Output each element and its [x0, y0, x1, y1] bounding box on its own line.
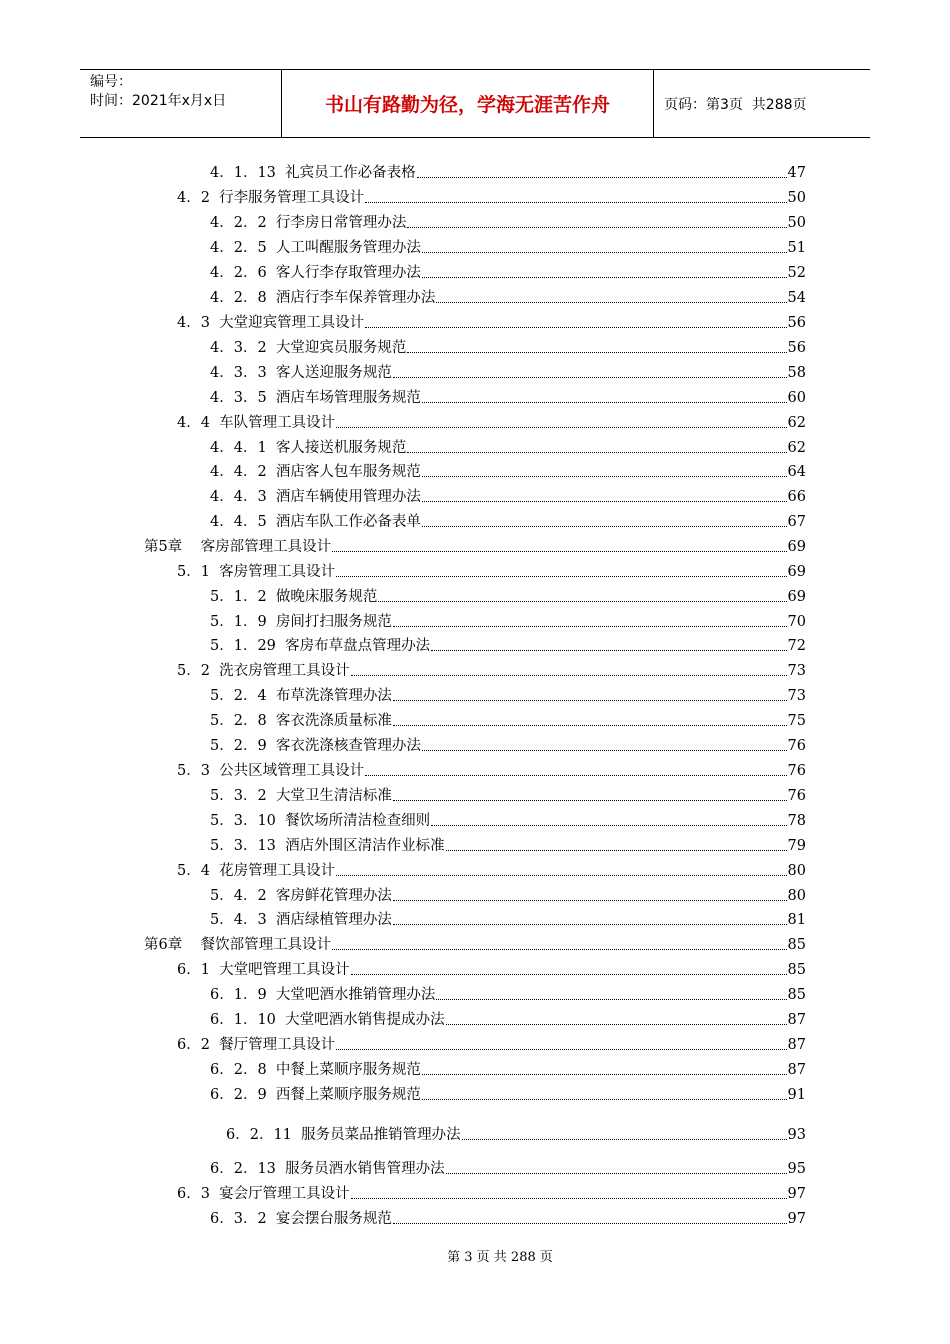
- toc-leader: [422, 401, 787, 403]
- toc-leader: [446, 1172, 787, 1174]
- toc-entry[interactable]: 6．2．13 服务员酒水销售管理办法 95: [210, 1161, 806, 1177]
- toc-leader: [336, 1048, 786, 1050]
- toc-leader: [336, 874, 786, 876]
- toc-leader: [422, 500, 787, 502]
- page-footer: 第 3 页 共 288 页: [447, 1250, 553, 1265]
- toc-entry[interactable]: 4．2．6 客人行李存取管理办法 52: [210, 265, 806, 281]
- toc-leader: [336, 575, 786, 577]
- toc-leader: [393, 724, 787, 726]
- toc-entry[interactable]: 6．1 大堂吧管理工具设计 85: [177, 962, 806, 978]
- toc-leader: [393, 625, 787, 627]
- toc-leader: [446, 1023, 787, 1025]
- toc-leader: [393, 899, 787, 901]
- header-meta: [80, 70, 282, 137]
- header-motto: 书山有路勤为径，学海无涯苦作舟: [282, 70, 654, 137]
- toc-leader: [407, 226, 786, 228]
- toc-entry[interactable]: 4．1．13 礼宾员工作必备表格 47: [210, 165, 806, 181]
- toc-leader: [351, 1197, 787, 1199]
- toc-entry[interactable]: 5．4．3 酒店绿植管理办法 81: [210, 912, 806, 928]
- toc-leader: [446, 849, 787, 851]
- toc-entry[interactable]: 4．3．3 客人送迎服务规范 58: [210, 365, 806, 381]
- toc-leader: [422, 1073, 787, 1075]
- toc-entry[interactable]: 5．4 花房管理工具设计 80: [177, 863, 806, 879]
- toc-leader: [422, 475, 787, 477]
- toc-leader: [393, 376, 787, 378]
- toc-leader: [417, 176, 787, 178]
- toc-entry[interactable]: 5．3．10 餐饮场所清洁检查细则 78: [210, 813, 806, 829]
- toc-leader: [393, 699, 787, 701]
- toc-leader: [365, 201, 786, 203]
- toc-leader: [422, 251, 787, 253]
- toc-entry[interactable]: 5．1．2 做晚床服务规范 69: [210, 589, 806, 605]
- toc-entry[interactable]: 4．2．8 酒店行李车保养管理办法 54: [210, 290, 806, 306]
- toc-leader: [393, 923, 787, 925]
- toc-entry[interactable]: 6．2．9 西餐上菜顺序服务规范 91: [210, 1087, 806, 1103]
- toc-entry[interactable]: 4．4．5 酒店车队工作必备表单 67: [210, 514, 806, 530]
- toc-entry[interactable]: 5．3．13 酒店外围区清洁作业标准 79: [210, 838, 806, 854]
- toc-leader: [393, 1222, 787, 1224]
- toc-entry[interactable]: 6．2．11 服务员菜品推销管理办法 93: [226, 1127, 806, 1143]
- toc-leader: [365, 326, 786, 328]
- page-info-text: 页码：第3页 共288页: [664, 96, 807, 113]
- toc-leader: [436, 998, 786, 1000]
- toc-entry[interactable]: 6．3 宴会厅管理工具设计 97: [177, 1186, 806, 1202]
- toc-leader: [422, 1098, 787, 1100]
- document-date: 时间：2021年x月x日: [90, 93, 227, 109]
- toc-leader: [378, 600, 786, 602]
- header-page-info: [654, 70, 870, 137]
- toc-entry[interactable]: 4．3．2 大堂迎宾员服务规范 56: [210, 340, 806, 356]
- toc-entry[interactable]: 4．2 行李服务管理工具设计 50: [177, 190, 806, 206]
- toc-entry[interactable]: 6．1．10 大堂吧酒水销售提成办法 87: [210, 1012, 806, 1028]
- toc-leader: [431, 649, 786, 651]
- toc-leader: [422, 749, 787, 751]
- toc-entry[interactable]: 6．1．9 大堂吧酒水推销管理办法 85: [210, 987, 806, 1003]
- toc-entry[interactable]: 4．3 大堂迎宾管理工具设计 56: [177, 315, 806, 331]
- toc-entry[interactable]: 4．4．1 客人接送机服务规范 62: [210, 440, 806, 456]
- toc-entry[interactable]: 6．2．8 中餐上菜顺序服务规范 87: [210, 1062, 806, 1078]
- page-header: [80, 69, 870, 138]
- toc-entry[interactable]: 4．4．2 酒店客人包车服务规范 64: [210, 464, 806, 480]
- toc-entry[interactable]: 4．4 车队管理工具设计 62: [177, 415, 806, 431]
- toc-entry[interactable]: 5．4．2 客房鲜花管理办法 80: [210, 888, 806, 904]
- toc-leader: [407, 451, 786, 453]
- toc-leader: [393, 799, 787, 801]
- toc-entry[interactable]: 5．1 客房管理工具设计 69: [177, 564, 806, 580]
- toc-leader: [351, 674, 787, 676]
- toc-entry[interactable]: 4．3．5 酒店车场管理服务规范 60: [210, 390, 806, 406]
- toc-leader: [407, 351, 786, 353]
- toc-leader: [351, 973, 787, 975]
- toc-leader: [332, 948, 786, 950]
- document-number-label: 编号：: [90, 74, 132, 90]
- toc-entry[interactable]: 4．2．5 人工叫醒服务管理办法 51: [210, 240, 806, 256]
- toc-entry[interactable]: 第5章 客房部管理工具设计 69: [144, 539, 806, 555]
- toc-leader: [336, 426, 786, 428]
- toc-leader: [436, 301, 786, 303]
- toc-entry[interactable]: 5．1．29 客房布草盘点管理办法 72: [210, 638, 806, 654]
- toc-leader: [422, 525, 787, 527]
- toc-entry[interactable]: 5．2．4 布草洗涤管理办法 73: [210, 688, 806, 704]
- toc-leader: [365, 774, 786, 776]
- toc-leader: [431, 824, 786, 826]
- toc-leader: [462, 1138, 787, 1140]
- toc-entry[interactable]: 5．3 公共区域管理工具设计 76: [177, 763, 806, 779]
- toc-entry[interactable]: 4．2．2 行李房日常管理办法 50: [210, 215, 806, 231]
- toc-entry[interactable]: 6．3．2 宴会摆台服务规范 97: [210, 1211, 806, 1227]
- toc-entry[interactable]: 5．2．8 客衣洗涤质量标准 75: [210, 713, 806, 729]
- toc-entry[interactable]: 4．4．3 酒店车辆使用管理办法 66: [210, 489, 806, 505]
- toc-entry[interactable]: 6．2 餐厅管理工具设计 87: [177, 1037, 806, 1053]
- toc-entry[interactable]: 5．3．2 大堂卫生清洁标准 76: [210, 788, 806, 804]
- toc-leader: [332, 550, 786, 552]
- toc-entry[interactable]: 5．2．9 客衣洗涤核查管理办法 76: [210, 738, 806, 754]
- toc-leader: [422, 276, 787, 278]
- toc-entry[interactable]: 5．2 洗衣房管理工具设计 73: [177, 663, 806, 679]
- toc-entry[interactable]: 第6章 餐饮部管理工具设计 85: [144, 937, 806, 953]
- toc-entry[interactable]: 5．1．9 房间打扫服务规范 70: [210, 614, 806, 630]
